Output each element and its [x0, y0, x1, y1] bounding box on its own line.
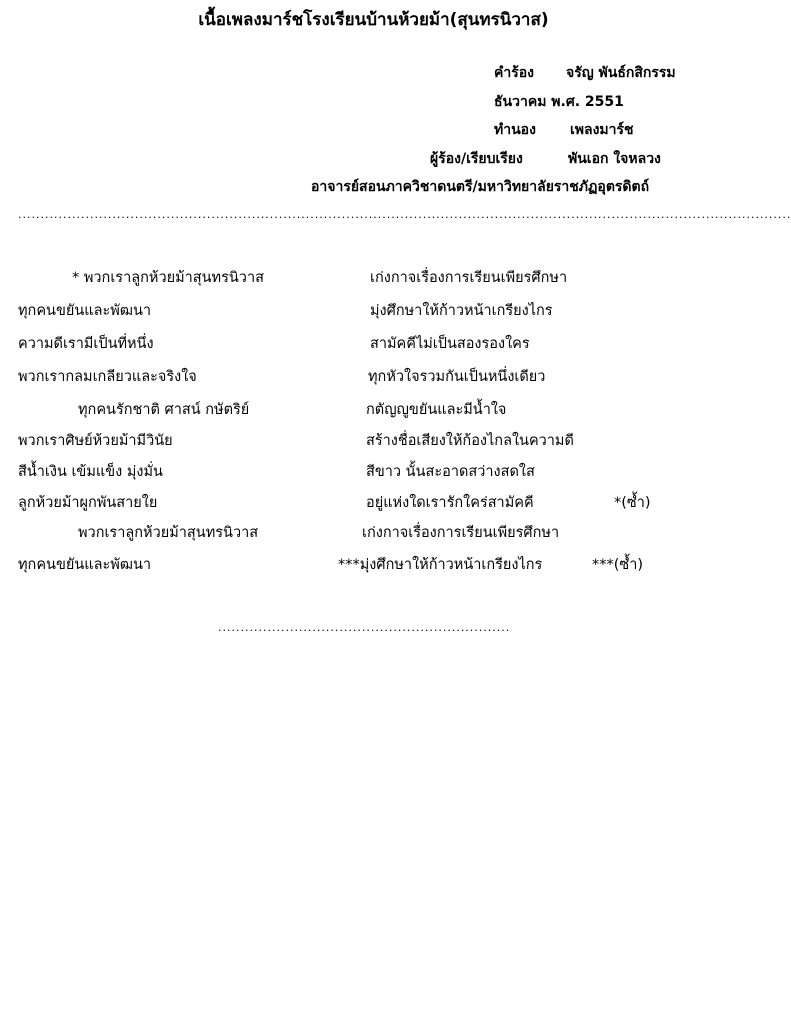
lyric-line-7-right: สีขาว นั้นสะอาดสว่างสดใส [366, 464, 535, 480]
composition-date: ธันวาคม พ.ศ. 2551 [494, 94, 624, 110]
lyric-line-3-right: สามัคคีไม่เป็นสองรองใคร [370, 336, 530, 352]
melody-label: ทำนอง [494, 122, 536, 138]
lyric-line-9-left: พวกเราลูกห้วยม้าสุนทรนิวาส [78, 525, 259, 541]
document-title: เนื้อเพลงมาร์ชโรงเรียนบ้านห้วยม้า(สุนทรนิวาส) [198, 10, 549, 30]
arranger-affiliation: อาจารย์สอนภาควิชาดนตรี/มหาวิทยาลัยราชภัฏอุตรดิตถ์ [311, 179, 650, 195]
lyric-line-1-left: * พวกเราลูกห้วยม้าสุนทรนิวาส [72, 270, 264, 286]
lyric-line-4-left: พวกเรากลมเกลียวและจริงใจ [18, 369, 197, 385]
lyric-line-3-left: ความดีเรามีเป็นที่หนึ่ง [18, 336, 154, 352]
lyric-line-9-right: เก่งกาจเรื่องการเรียนเพียรศึกษา [362, 525, 560, 541]
lyric-line-5-right: กตัญญูขยันและมีน้ำใจ [366, 402, 507, 418]
lyric-line-4-right: ทุกหัวใจรวมกันเป็นหนึ่งเดียว [368, 369, 546, 385]
lyric-line-5-left: ทุกคนรักชาติ ศาสน์ กษัตริย์ [78, 402, 250, 418]
lyric-line-8-left: ลูกห้วยม้าผูกพันสายใย [18, 495, 158, 511]
top-divider: ............................................................................................................................................................................ [18, 208, 791, 221]
melody-name: เพลงมาร์ช [570, 122, 634, 138]
lyric-line-8-right: อยู่แห่งใดเรารักใคร่สามัคคี [366, 495, 534, 511]
lyric-line-2-right: มุ่งศึกษาให้ก้าวหน้าเกรียงไกร [370, 303, 553, 319]
lyric-line-10-right: ***มุ่งศึกษาให้ก้าวหน้าเกรียงไกร [338, 557, 543, 573]
lyric-line-2-left: ทุกคนขยันและพัฒนา [18, 303, 151, 319]
lyric-line-6-right: สร้างชื่อเสียงให้ก้องไกลในความดี [366, 433, 574, 449]
lyric-line-10-repeat-mark: ***(ซ้ำ) [592, 557, 644, 573]
lyric-line-10-left: ทุกคนขยันและพัฒนา [18, 557, 151, 573]
bottom-divider: ................................................................. [218, 621, 511, 634]
arranger-label: ผู้ร้อง/เรียบเรียง [430, 151, 523, 167]
lyric-line-1-right: เก่งกาจเรื่องการเรียนเพียรศึกษา [370, 270, 568, 286]
lyric-line-6-left: พวกเราศิษย์ห้วยม้ามีวินัย [18, 433, 173, 449]
lyric-line-8-repeat-mark: *(ซ้ำ) [614, 495, 651, 511]
arranger-name: พันเอก ใจหลวง [568, 151, 661, 167]
lyricist-label: คำร้อง [494, 65, 534, 81]
lyricist-name: จรัญ พันธ์กสิกรรม [566, 65, 676, 81]
lyric-line-7-left: สีน้ำเงิน เข้มแข็ง มุ่งมั่น [18, 464, 163, 480]
